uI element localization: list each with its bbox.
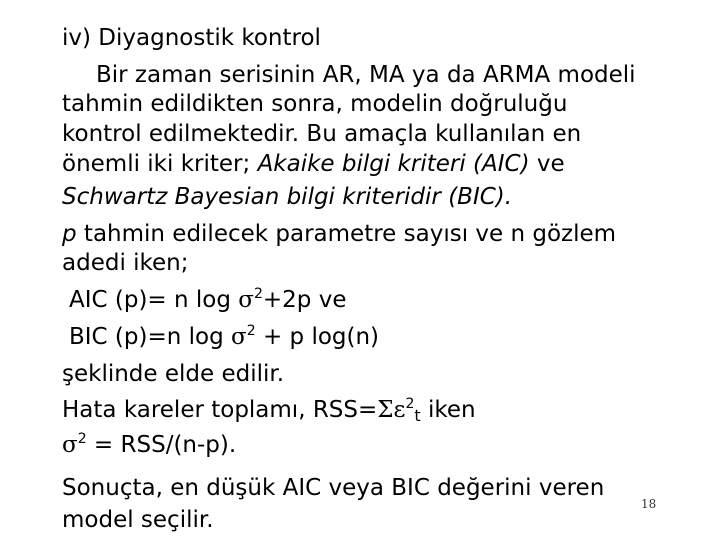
- paragraph-line: Sonuçta, en düşük AIC veya BIC değerini veren: [62, 475, 605, 501]
- epsilon-symbol: ε: [393, 397, 406, 423]
- paragraph-line: model seçilir.: [62, 507, 214, 533]
- page-number: 18: [641, 497, 657, 511]
- aic-formula: AIC (p)= n $\log \sigma^2+2p$ ve: [69, 286, 347, 313]
- paragraph-line: tahmin edildikten sonra, modelin doğruluğu: [62, 91, 568, 117]
- sigma-symbol: σ: [62, 432, 78, 458]
- paragraph-line: adedi iken;: [62, 250, 189, 276]
- variance-formula: $\sigma^2 = RSS/(n-p)$.: [62, 431, 237, 458]
- bic-criterion-name: Schwartz Bayesian bilgi kriteridir (BIC).: [62, 184, 513, 210]
- paragraph-line: p tahmin edilecek parametre sayısı ve n gözlem: [62, 221, 617, 247]
- paragraph-line: kontrol edilmektedir. Bu amaçla kullanılan en: [62, 121, 582, 147]
- p-variable: p: [62, 221, 77, 247]
- rss-formula: Hata kareler toplamı, $RSS=\Sigma\varepsilon^2_t$ iken: [62, 396, 476, 425]
- summation-symbol: Σ: [377, 397, 394, 423]
- paragraph-line: Bir zaman serisinin AR, MA ya da ARMA modeli: [96, 62, 636, 88]
- paragraph-line: önemli iki kriter; Akaike bilgi kriteri (AIC) ve: [62, 151, 565, 177]
- paragraph-line: şeklinde elde edilir.: [62, 361, 285, 387]
- section-heading: iv) Diyagnostik kontrol: [62, 25, 321, 51]
- bic-formula: BIC (p)=n $\log \sigma^2 + p$ log(n): [69, 323, 380, 350]
- sigma-symbol: σ: [238, 287, 254, 313]
- aic-criterion-name: Akaike bilgi kriteri (AIC): [257, 151, 530, 177]
- sigma-symbol: σ: [231, 324, 247, 350]
